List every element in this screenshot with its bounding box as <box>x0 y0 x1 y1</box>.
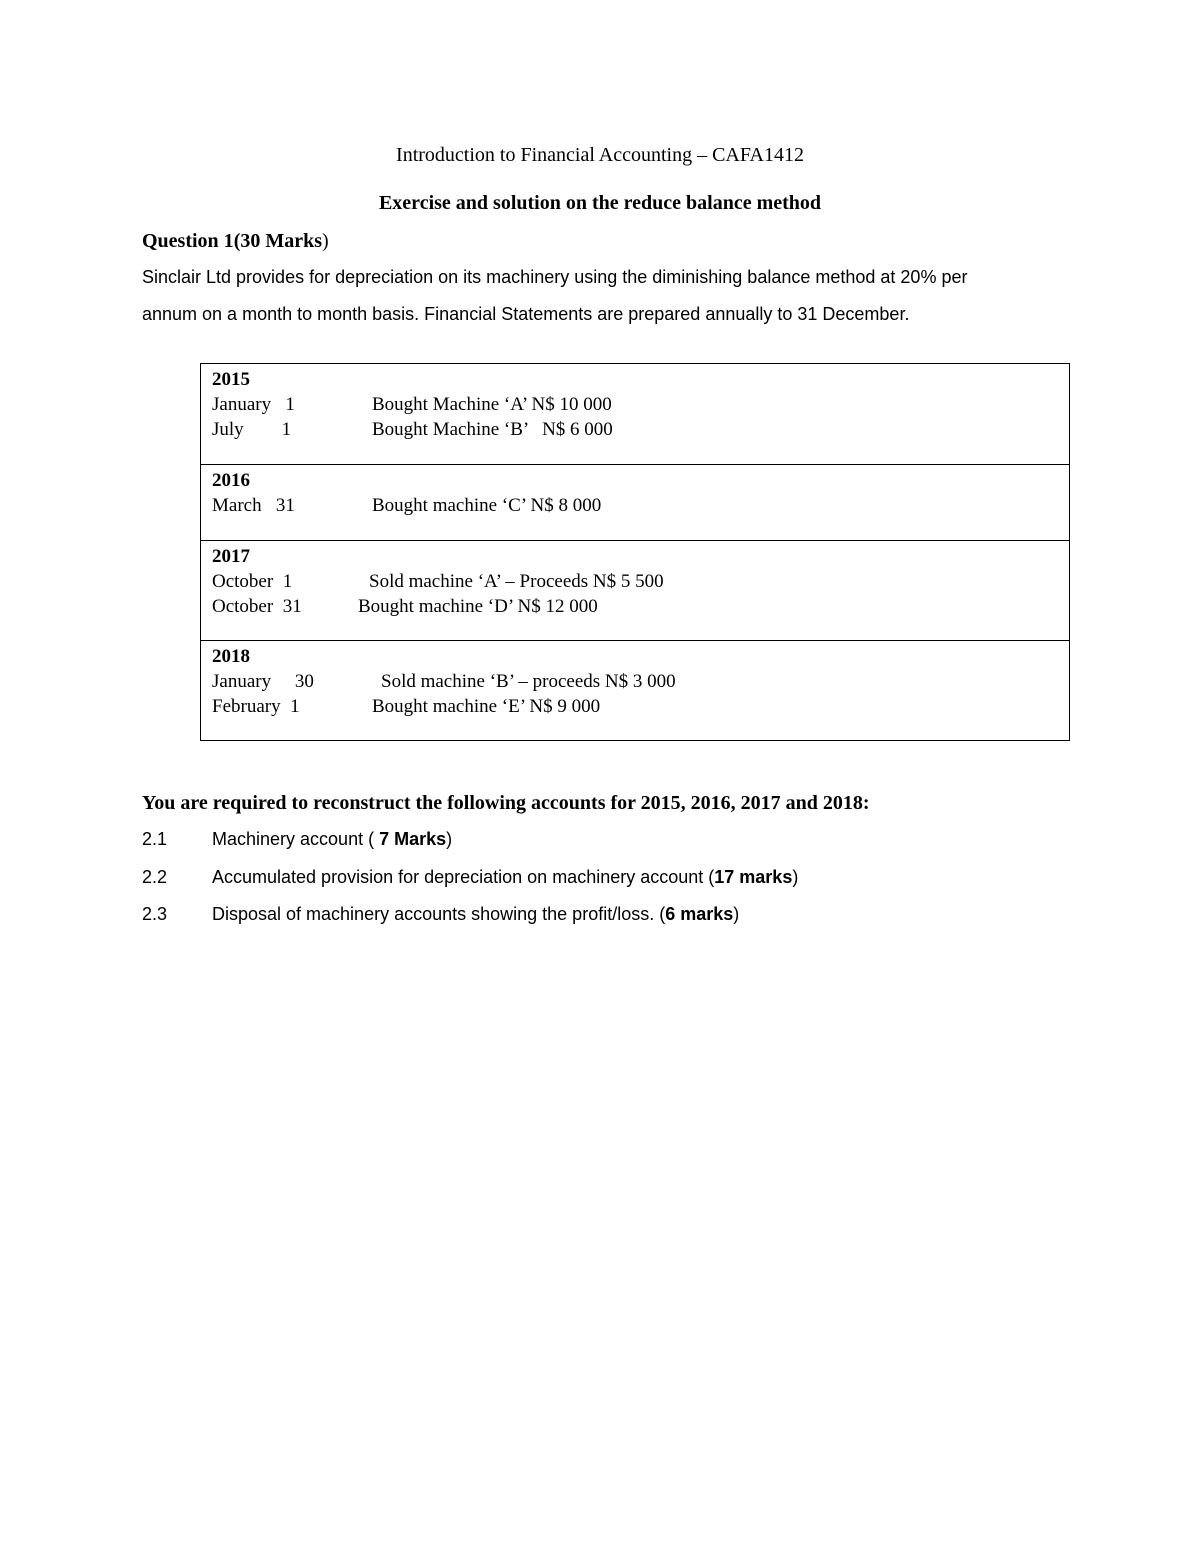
requirement-text: Machinery account ( <box>212 829 380 849</box>
question-label: Question 1 <box>142 230 234 252</box>
event-row <box>212 594 1059 619</box>
event-row <box>212 694 1059 719</box>
transactions-table <box>200 363 1070 741</box>
requirement-text: Accumulated provision for depreciation on machinery account ( <box>212 867 715 887</box>
requirement-marks: 6 marks <box>665 904 734 924</box>
event-row <box>212 569 1059 594</box>
year-block-2015 <box>201 364 1069 465</box>
event-date: October 31 <box>212 596 302 617</box>
event-description: Sold machine ‘B’ – proceeds N$ 3 000 <box>381 671 676 692</box>
requirement-close: ) <box>446 829 453 849</box>
event-description: Bought machine ‘E’ N$ 9 000 <box>372 696 601 717</box>
requirement-heading: You are required to reconstruct the following accounts for 2015, 2016, 2017 and 2018: <box>142 792 870 814</box>
intro-text-line-1: Sinclair Ltd provides for depreciation on its machinery using the diminishing balance method at 20% per <box>142 267 968 287</box>
requirement-number: 2.2 <box>142 867 168 887</box>
requirement-number: 2.3 <box>142 904 168 924</box>
event-description: Bought machine ‘D’ N$ 12 000 <box>358 596 598 617</box>
requirement-text: Disposal of machinery accounts showing the profit/loss. ( <box>212 904 666 924</box>
event-row <box>212 392 1059 417</box>
event-date: October 1 <box>212 571 293 592</box>
event-row <box>212 493 1059 518</box>
intro-text-line-2: annum on a month to month basis. Financial Statements are prepared annually to 31 December. <box>142 304 910 324</box>
requirement-marks: 17 marks <box>714 867 793 887</box>
year-label: 2018 <box>212 646 250 667</box>
event-date: February 1 <box>212 696 300 717</box>
year-label: 2016 <box>212 470 250 491</box>
event-date: July 1 <box>212 419 292 440</box>
year-block-2017 <box>201 541 1069 641</box>
question-heading: Question 1(30 Marks) <box>142 230 329 252</box>
year-block-2016 <box>201 465 1069 541</box>
course-title: Introduction to Financial Accounting – CAFA1412 <box>396 144 804 166</box>
requirement-number: 2.1 <box>142 829 168 849</box>
event-date: January 1 <box>212 394 295 415</box>
requirement-item <box>142 901 739 927</box>
event-row <box>212 669 1059 694</box>
exercise-title: Exercise and solution on the reduce balance method <box>378 192 822 214</box>
requirement-item <box>142 864 798 890</box>
event-description: Bought machine ‘C’ N$ 8 000 <box>372 495 602 516</box>
requirement-close: ) <box>733 904 740 924</box>
question-marks: 30 Marks <box>240 230 323 252</box>
event-date: March 31 <box>212 495 295 516</box>
event-date: January 30 <box>212 671 314 692</box>
event-row <box>212 417 1059 442</box>
year-label: 2017 <box>212 546 250 567</box>
event-description: Bought Machine ‘A’ N$ 10 000 <box>372 394 612 415</box>
event-description: Bought Machine ‘B’ N$ 6 000 <box>372 419 613 440</box>
event-description: Sold machine ‘A’ – Proceeds N$ 5 500 <box>369 571 664 592</box>
requirement-close: ) <box>792 867 799 887</box>
year-block-2018 <box>201 641 1069 740</box>
year-label: 2015 <box>212 369 250 390</box>
requirement-marks: 7 Marks <box>379 829 447 849</box>
requirement-item <box>142 826 452 852</box>
